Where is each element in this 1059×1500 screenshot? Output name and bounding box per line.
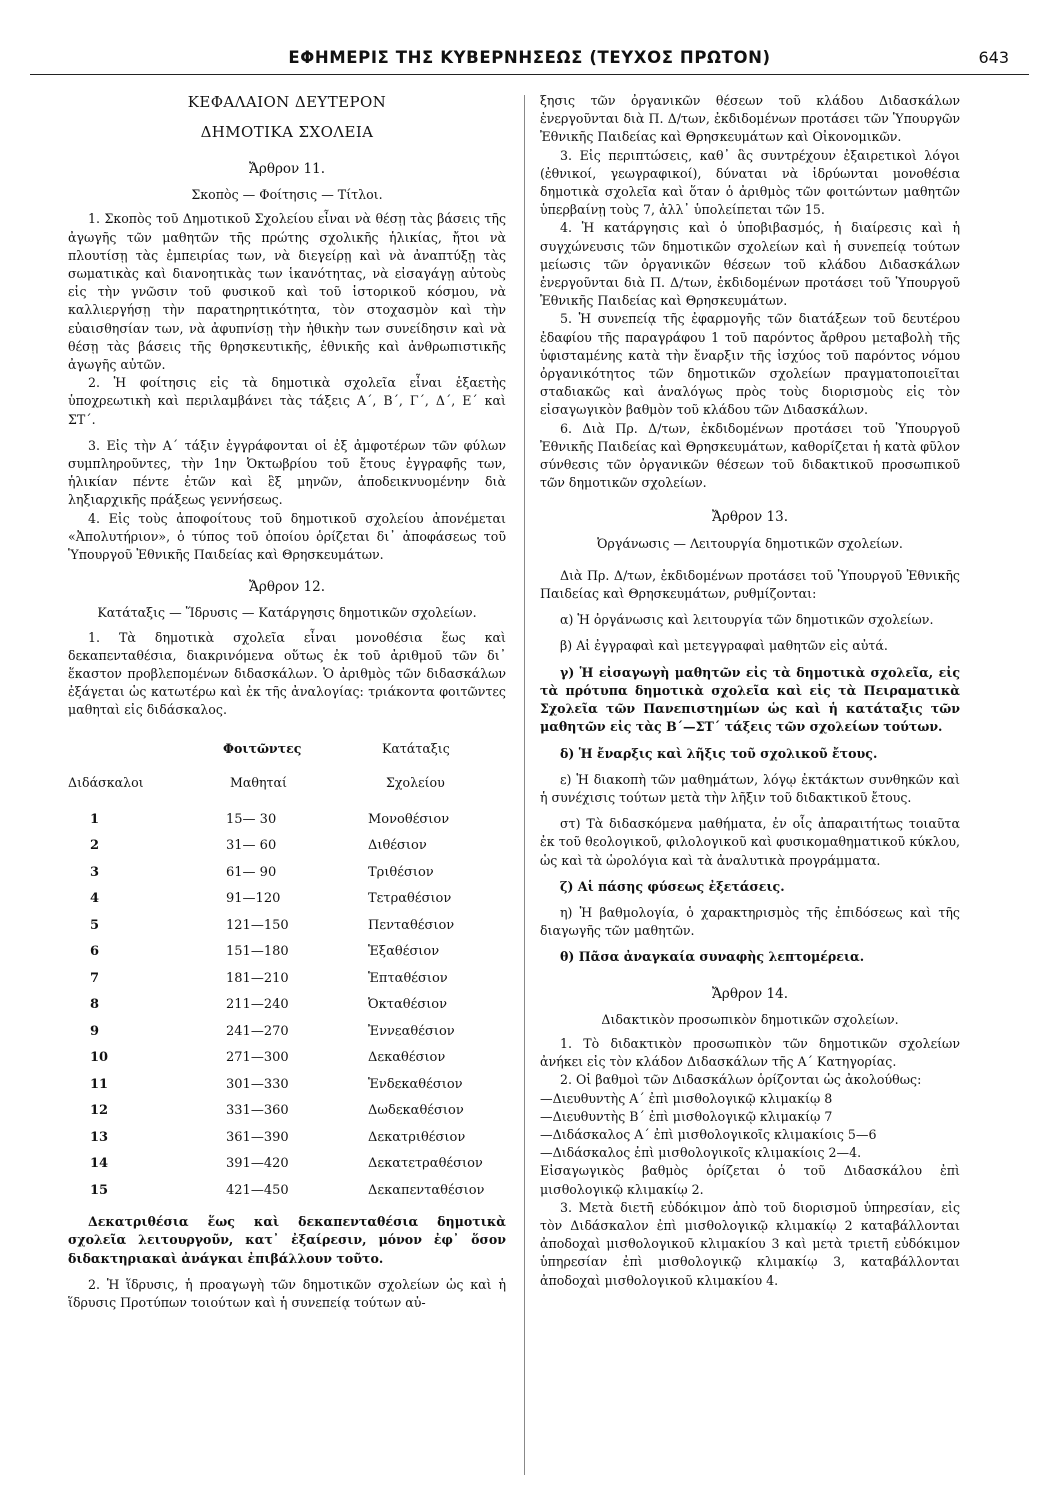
article-13-item-d: δ) Ἡ ἔναρξις καὶ λῆξις τοῦ σχολικοῦ ἔτους. xyxy=(560,745,878,761)
row-students: 151—180 xyxy=(226,944,289,960)
table-row xyxy=(68,1099,506,1126)
row-classification: Δωδεκαθέσιον xyxy=(368,1103,464,1119)
article-13-item-e: ε) Ἡ διακοπὴ τῶν μαθημάτων, λόγῳ ἐκτάκτων συνθηκῶν καὶ ἡ συνέχισις τούτων μετὰ τὴν λῆξιν τοῦ διδακτικοῦ ἔτους. xyxy=(540,771,960,805)
chapter-heading: ΚΕΦΑΛΑΙΟΝ ΔΕΥΤΕΡΟΝ xyxy=(187,93,387,111)
row-teachers: 12 xyxy=(90,1103,109,1119)
row-students: 181—210 xyxy=(226,970,289,986)
row-teachers: 2 xyxy=(90,838,100,854)
row-students: 31— 60 xyxy=(226,838,277,854)
table-row xyxy=(68,993,506,1020)
row-teachers: 15 xyxy=(90,1182,109,1198)
salary-grade-item: —Διευθυντὴς Β΄ ἐπὶ μισθολογικῷ κλιμακίῳ 7 xyxy=(540,1108,833,1124)
row-classification: Διθέσιον xyxy=(368,838,427,854)
row-teachers: 1 xyxy=(90,811,100,827)
table-row xyxy=(68,1126,506,1153)
row-teachers: 3 xyxy=(90,864,100,880)
table-row xyxy=(68,1073,506,1100)
left-column xyxy=(68,92,506,1312)
article-11-paragraph-3: 3. Εἰς τὴν Α΄ τάξιν ἐγγράφονται οἱ ἐξ ἀμφοτέρων τῶν φύλων συμπληροῦντες, τὴν 1ην Ὀκτωβρίου τοῦ ἔτους ἐγγραφῆς των, ἡλικίαν πέντε ἐτῶν καὶ ἓξ μηνῶν, ἀποδεικνυομένην διὰ ληξιαρχικῆς πράξεως γεννήσεως. xyxy=(68,437,506,508)
table-row xyxy=(68,1020,506,1047)
row-teachers: 6 xyxy=(90,944,100,960)
row-students: 15— 30 xyxy=(226,811,277,827)
article-11-paragraph-2: 2. Ἡ φοίτησις εἰς τὰ δημοτικὰ σχολεῖα εἶναι ἑξαετὴς ὑποχρεωτικὴ καὶ περιλαμβάνει τὰς τάξεις Α΄, Β΄, Γ΄, Δ΄, Ε΄ καὶ ΣΤ΄. xyxy=(68,375,506,427)
table-header-teachers: Διδάσκαλοι xyxy=(68,774,144,790)
article-13-item-c: γ) Ἡ εἰσαγωγὴ μαθητῶν εἰς τὰ δημοτικὰ σχολεῖα, εἰς τὰ πρότυπα δημοτικὰ σχολεῖα καὶ εἰς τὰ Πειραματικὰ Σχολεῖα τῶν Πανεπιστημίων ὡς καὶ ἡ κατάταξις τῶν μαθητῶν εἰς τὰς Β΄—ΣΤ΄ τάξεις τῶν σχολείων τούτων. xyxy=(540,664,960,735)
article-14-heading: Ἄρθρον 14. xyxy=(711,985,788,1002)
column-divider xyxy=(524,95,525,1475)
row-students: 91—120 xyxy=(226,891,281,907)
table-row xyxy=(68,861,506,888)
article-13-heading: Ἄρθρον 13. xyxy=(711,509,788,526)
table-header-rank-1: Κατάταξις xyxy=(382,740,450,756)
table-row xyxy=(68,914,506,941)
article-14-paragraph-1: 1. Τὸ διδακτικὸν προσωπικὸν τῶν δημοτικῶν σχολείων ἀνήκει εἰς τὸν κλάδον Διδασκάλων τῆς Α΄ Κατηγορίας. xyxy=(540,1035,960,1070)
table-header-rank-2: Σχολείου xyxy=(386,774,445,790)
row-teachers: 11 xyxy=(90,1076,109,1092)
gazette-title: ΕΦΗΜΕΡΙΣ ΤΗΣ ΚΥΒΕΡΝΗΣΕΩΣ (ΤΕΥΧΟΣ ΠΡΩΤΟΝ) xyxy=(288,48,771,67)
header-rule xyxy=(30,74,1029,75)
row-classification: Πενταθέσιον xyxy=(368,917,455,933)
row-students: 391—420 xyxy=(226,1156,289,1172)
article-12-subtitle: Κατάταξις — Ἵδρυσις — Κατάργησις δημοτικῶν σχολείων. xyxy=(97,605,477,621)
row-classification: Ἐννεαθέσιον xyxy=(368,1023,455,1039)
row-classification: Ὀκταθέσιον xyxy=(368,997,448,1013)
table-row xyxy=(68,940,506,967)
right-column xyxy=(540,92,960,1290)
article-12-paragraph-4: 4. Ἡ κατάργησις καὶ ὁ ὑποβιβασμός, ἡ διαίρεσις καὶ ἡ συγχώνευσις τῶν δημοτικῶν σχολείων καὶ ἡ συνεπείᾳ τούτων μείωσις τῶν ὀργανικῶν θέσεων τοῦ κλάδου Διδασκάλων ἐνεργοῦνται διὰ Π. Δ/των, ἐκδιδομένων προτάσει τοῦ Ὑπουργοῦ Ἐθνικῆς Παιδείας καὶ Θρησκευμάτων. xyxy=(540,220,960,309)
row-teachers: 8 xyxy=(90,997,100,1013)
row-teachers: 9 xyxy=(90,1023,100,1039)
row-students: 361—390 xyxy=(226,1129,289,1145)
article-11-paragraph-1: 1. Σκοπὸς τοῦ Δημοτικοῦ Σχολείου εἶναι νὰ θέσῃ τὰς βάσεις τῆς ἀγωγῆς τῶν μαθητῶν τῆς πρώτης σχολικῆς ἡλικίας, ἤτοι νὰ πλουτίσῃ τὰς ἐμπειρίας των, νὰ διεγείρῃ καὶ νὰ ἀναπτύξῃ τὰς σωματικὰς καὶ διανοητικὰς των ἱκανότητας, νὰ εἰσαγάγῃ αὐτοὺς εἰς τὴν γνῶσιν τοῦ φυσικοῦ καὶ τοῦ ἱστορικοῦ κόσμου, νὰ καλλιεργήσῃ τὴν παρατηρητικότητα, τὸν στοχασμὸν καὶ τὴν εὐαισθησίαν των, νὰ ἀφυπνίσῃ τὴν ἠθικὴν των συνείδησιν καὶ νὰ θέσῃ τὰς βάσεις τῆς θρησκευτικῆς, ἐθνικῆς καὶ ἀνθρωπιστικῆς ἀγωγῆς αὐτῶν. xyxy=(68,211,506,373)
row-teachers: 10 xyxy=(90,1050,109,1066)
page-header xyxy=(30,48,1029,78)
article-14-subtitle: Διδακτικὸν προσωπικὸν δημοτικῶν σχολείων. xyxy=(601,1011,899,1027)
table-row xyxy=(68,1046,506,1073)
article-14-paragraph-3: 3. Μετὰ διετῆ εὐδόκιμον ἀπὸ τοῦ διορισμοῦ ὑπηρεσίαν, εἰς τὸν Διδάσκαλον ἐπὶ μισθολογικῷ κλιμακίῳ 2 καταβάλλονται ἀποδοχαὶ μισθολογικοῦ κλιμακίου 3 καὶ μετὰ τριετῆ εὐδόκιμον ὑπηρεσίαν ἐπὶ μισθολογικῷ κλιμακίῳ 3, καταβάλλονται ἀποδοχαὶ μισθολογικοῦ κλιμακίου 4. xyxy=(540,1199,960,1288)
article-14-paragraph-2-end: Εἰσαγωγικὸς βαθμὸς ὁρίζεται ὁ τοῦ Διδασκάλου ἐπὶ μισθολογικῷ κλιμακίῳ 2. xyxy=(540,1163,960,1197)
table-row xyxy=(68,834,506,861)
row-students: 121—150 xyxy=(226,917,289,933)
chapter-title: ΔΗΜΟΤΙΚΑ ΣΧΟΛΕΙΑ xyxy=(200,123,374,141)
row-teachers: 5 xyxy=(90,917,100,933)
article-13-item-th: θ) Πᾶσα ἀναγκαία συναφὴς λεπτομέρεια. xyxy=(560,949,865,965)
row-classification: Δεκαπενταθέσιον xyxy=(368,1182,485,1198)
article-13-item-a: α) Ἡ ὀργάνωσις καὶ λειτουργία τῶν δημοτικῶν σχολείων. xyxy=(560,612,934,628)
row-classification: Τριθέσιον xyxy=(368,864,434,880)
page-number: 643 xyxy=(978,48,1009,67)
article-12-heading: Ἄρθρον 12. xyxy=(248,579,325,596)
row-teachers: 14 xyxy=(90,1156,109,1172)
row-classification: Ἑνδεκαθέσιον xyxy=(368,1076,463,1092)
article-14-paragraph-2: 2. Οἱ βαθμοὶ τῶν Διδασκάλων ὁρίζονται ὡς ἀκολούθως: xyxy=(560,1072,922,1088)
article-11-heading: Ἄρθρον 11. xyxy=(248,161,325,177)
row-classification: Τετραθέσιον xyxy=(368,891,452,907)
salary-grade-item: —Διευθυντὴς Α΄ ἐπὶ μισθολογικῷ κλιμακίῳ 8 xyxy=(540,1090,833,1106)
article-13-subtitle: Ὀργάνωσις — Λειτουργία δημοτικῶν σχολείων. xyxy=(597,535,903,551)
table-row xyxy=(68,808,506,835)
row-classification: Ἑξαθέσιον xyxy=(368,944,440,960)
table-row xyxy=(68,887,506,914)
article-12-paragraph-5: 5. Ἡ συνεπείᾳ τῆς ἐφαρμογῆς τῶν διατάξεων τοῦ δευτέρου ἐδαφίου τῆς παραγράφου 1 τοῦ παρόντος ἄρθρου μεταβολὴ τῆς ὑφισταμένης κατὰ τὴν ἔναρξιν τῆς ἰσχύος τοῦ παρόντος νόμου ὀργανικότητος τῶν δημοτικῶν σχολείων πραγματοποιεῖται σταδιακῶς καὶ ἀναλόγως πρὸς τοὺς διορισμοὺς εἰς τὸν εἰσαγωγικὸν βαθμὸν τοῦ κλάδου τῶν Διδασκάλων. xyxy=(540,311,960,418)
row-students: 331—360 xyxy=(226,1103,289,1119)
row-classification: Δεκατετραθέσιον xyxy=(368,1156,483,1172)
row-classification: Δεκατριθέσιον xyxy=(368,1129,466,1145)
article-12-paragraph-6: 6. Διὰ Πρ. Δ/των, ἐκδιδομένων προτάσει τοῦ Ὑπουργοῦ Ἐθνικῆς Παιδείας καὶ Θρησκευμάτων, καθορίζεται ἡ κατὰ φῦλον σύνθεσις τῶν ὀργανικῶν θέσεων τοῦ διδακτικοῦ προσωπικοῦ τῶν δημοτικῶν σχολείων. xyxy=(540,420,960,491)
row-students: 211—240 xyxy=(226,997,289,1013)
table-header-students-1: Φοιτῶντες xyxy=(223,740,302,756)
article-12-paragraph-1: 1. Τὰ δημοτικὰ σχολεῖα εἶναι μονοθέσια ἕως καὶ δεκαπενταθέσια, διακρινόμενα οὕτως ἐκ τοῦ ἀριθμοῦ τῶν δι᾽ ἕκαστον προβλεπομένων διδασκάλων. Ὁ ἀριθμὸς τῶν διδασκάλων ἐξάγεται ὡς κατωτέρω καὶ ἐκ τῆς ἀναλογίας: τριάκοντα φοιτῶντες μαθηταὶ εἰς διδάσκαλος. xyxy=(68,629,506,718)
table-row xyxy=(68,967,506,994)
row-students: 241—270 xyxy=(226,1023,289,1039)
article-12-table-note: Δεκατριθέσια ἕως καὶ δεκαπενταθέσια δημοτικὰ σχολεῖα λειτουργοῦν, κατ᾽ ἐξαίρεσιν, μόνον ἐφ᾽ ὅσον διδακτηριακαὶ ἀνάγκαι ἐπιβάλλουν τοῦτο. xyxy=(68,1214,506,1266)
article-13-item-z: ζ) Αἱ πάσης φύσεως ἐξετάσεις. xyxy=(560,878,785,894)
row-teachers: 4 xyxy=(90,891,100,907)
row-teachers: 13 xyxy=(90,1129,109,1145)
salary-grade-item: —Διδάσκαλος Α΄ ἐπὶ μισθολογικοῖς κλιμακίοις 5—6 xyxy=(540,1126,877,1142)
article-13-item-st: στ) Τὰ διδασκόμενα μαθήματα, ἐν οἷς ἀπαραιτήτως τοιαῦτα ἐκ τοῦ θεολογικοῦ, φιλολογικοῦ καὶ φυσικομαθηματικοῦ κύκλου, ὡς καὶ τὰ ὡρολόγια καὶ τὰ ἀναλυτικὰ προγράμματα. xyxy=(540,816,960,868)
salary-grades-list xyxy=(540,1090,960,1163)
row-classification: Δεκαθέσιον xyxy=(368,1050,446,1066)
teachers-table xyxy=(68,808,506,1206)
article-13-item-h: η) Ἡ βαθμολογία, ὁ χαρακτηρισμὸς τῆς ἐπιδόσεως καὶ τῆς διαγωγῆς τῶν μαθητῶν. xyxy=(540,904,960,939)
row-students: 271—300 xyxy=(226,1050,289,1066)
article-13-item-b: β) Αἱ ἐγγραφαὶ καὶ μετεγγραφαὶ μαθητῶν εἰς αὐτά. xyxy=(560,638,888,654)
salary-grade-item: —Διδάσκαλος ἐπὶ μισθολογικοῖς κλιμακίοις 2—4. xyxy=(540,1145,862,1161)
article-13-intro: Διὰ Πρ. Δ/των, ἐκδιδομένων προτάσει τοῦ Ὑπουργοῦ Ἐθνικῆς Παιδείας καὶ Θρησκευμάτων, ρυθμίζονται: xyxy=(540,567,960,602)
article-12-paragraph-2-start: 2. Ἡ ἵδρυσις, ἡ προαγωγὴ τῶν δημοτικῶν σχολείων ὡς καὶ ἡ ἵδρυσις Προτύπων τοιούτων καὶ ἡ συνεπείᾳ τούτων αὐ- xyxy=(68,1276,506,1310)
row-students: 61— 90 xyxy=(226,864,277,880)
article-12-paragraph-2-continued: ξησις τῶν ὀργανικῶν θέσεων τοῦ κλάδου Διδασκάλων ἐνεργοῦνται διὰ Π. Δ/των, ἐκδιδομένων προτάσει τῶν Ὑπουργῶν Ἐθνικῆς Παιδείας καὶ Θρησκευμάτων καὶ Οἰκονομικῶν. xyxy=(540,93,960,145)
article-11-paragraph-4: 4. Εἰς τοὺς ἀποφοίτους τοῦ δημοτικοῦ σχολείου ἀπονέμεται «Ἀπολυτήριον», ὁ τύπος τοῦ ὁποίου ὁρίζεται δι᾽ ἀποφάσεως τοῦ Ὑπουργοῦ Ἐθνικῆς Παιδείας καὶ Θρησκευμάτων. xyxy=(68,510,506,563)
table-header-students-2: Μαθηταί xyxy=(230,774,287,790)
teachers-table-header xyxy=(68,738,506,808)
table-row xyxy=(68,1152,506,1179)
row-students: 421—450 xyxy=(226,1182,289,1198)
row-classification: Ἑπταθέσιον xyxy=(368,970,448,986)
row-students: 301—330 xyxy=(226,1076,289,1092)
article-12-paragraph-3: 3. Εἰς περιπτώσεις, καθ᾽ ἃς συντρέχουν ἐξαιρετικοὶ λόγοι (ἐθνικοί, γεωγραφικοί), δύναται νὰ ἱδρύωνται μονοθέσια δημοτικὰ σχολεῖα καὶ ὅταν ὁ ἀριθμὸς τῶν φοιτώντων μαθητῶν ὑπερβαίνῃ τοὺς 7, ἀλλ᾽ ὑπολείπεται τῶν 15. xyxy=(540,147,960,218)
row-classification: Μονοθέσιον xyxy=(368,811,450,827)
table-row xyxy=(68,1179,506,1206)
row-teachers: 7 xyxy=(90,970,100,986)
article-11-subtitle: Σκοπὸς — Φοίτησις — Τίτλοι. xyxy=(191,187,383,203)
